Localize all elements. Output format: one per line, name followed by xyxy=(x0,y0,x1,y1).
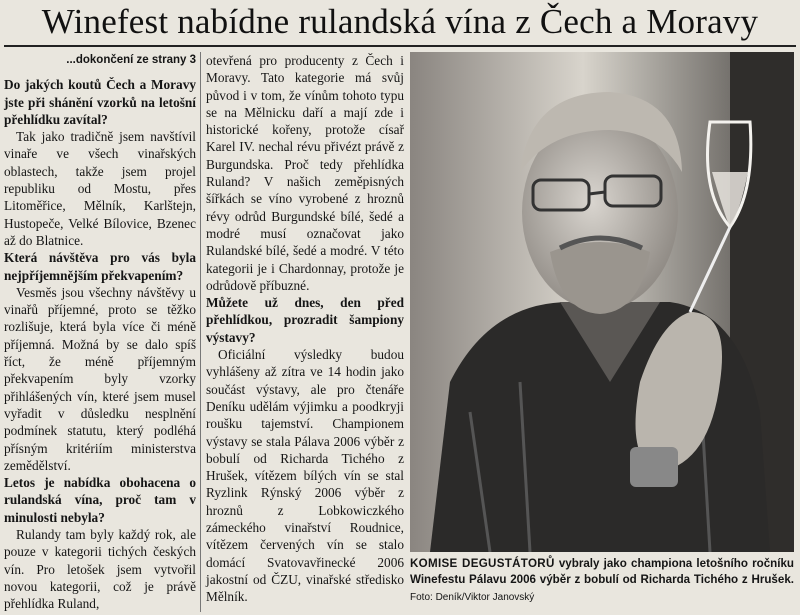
interview-answer: Tak jako tradičně jsem navštívil vinaře ve všech vinařských oblastech, takže jsem projel republiku od Mostu, přes Litoměřice, Mělník, Karlštejn, Hustopeče, Velké Bílovice, Bzenec až do Blatnice. xyxy=(4,129,196,248)
caption-body: vybraly jako championa letošního ročníku Winefestu Pálavu 2006 výběr z bobulí od Richarda Tichého z Hrušek. xyxy=(410,557,795,586)
headline-rule xyxy=(4,45,796,47)
interview-question: Letos je nabídka obohacena o rulandská vína, proč tam v minulosti nebyla? xyxy=(4,475,196,525)
column-divider xyxy=(200,52,201,612)
article-column-2 xyxy=(206,52,404,606)
interview-question: Do jakých koutů Čech a Moravy jste při shánění vzorků na letošní přehlídku zavítal? xyxy=(4,77,196,127)
photo-credit: Foto: Deník/Viktor Janovský xyxy=(410,592,535,603)
headline: Winefest nabídne rulandská vína z Čech a Moravy xyxy=(41,2,759,41)
interview-answer: otevřená pro producenty z Čech i Moravy. Tato kategorie má svůj původ i v tom, že vínům tohoto typu se na Mělnicku daří a mají zde i historické kořeny, protože císař Karel IV. nechal révu přivézt právě z Burgundska. Proč tedy přehlídka Ruland? V našich zeměpisných šířkách se víno vyrobené z hroznů révy odrůd Burgundské bílé, šedé a modré musí označovat jako Rulandské bílé, šedé a modré. V této kategorii je i Chardonnay, protože je odrůdově příbuzné. xyxy=(206,53,404,293)
interview-answer: Vesměs jsou všechny návštěvy u vinařů příjemné, proto se těžko rozlišuje, která byla více či méně příjemná. Možná by se dalo spíš říct, že méně příjemným překvapením byly vzorky přihlášených vín, které jsem musel vyřadit v důsledku nesplnění podmínek statutu, který podléhá přísným kritériím ministerstva zemědělství. xyxy=(4,284,196,473)
column-1-body xyxy=(4,76,196,612)
continued-from-note: ...dokončení ze strany 3 xyxy=(66,54,196,66)
interview-answer: Rulandy tam byly každý rok, ale pouze v kategorii tichých českých vín. Pro letošek jsem vytvořil novou kategorii, což je právě přehlídka Ruland, xyxy=(4,527,196,612)
interview-question: Která návštěva pro vás byla nejpříjemnějším překvapením? xyxy=(4,250,196,283)
article-column-1 xyxy=(4,52,196,613)
photo-wine-taster xyxy=(410,52,794,552)
interview-question: Můžete už dnes, den před přehlídkou, prozradit šampiony výstavy? xyxy=(206,295,404,345)
photo-illustration xyxy=(410,52,794,552)
column-2-body xyxy=(206,52,404,606)
caption-lead: KOMISE DEGUSTÁTORŮ xyxy=(410,557,555,570)
interview-answer: Oficiální výsledky budou vyhlášeny až zítra ve 14 hodin jako součást výstavy, ale pro čtenáře Deníku udělám výjimku a poodkryji roušku tajemství. Championem výstavy se stala Pálava 2006 výběr z bobulí od Richarda Tichého z Hrušek, vítězem bílých vín se stal Ryzlink Rýnský 2006 výběr z hroznů z Lobkowiczkého zámeckého vinařství Roudnice, vítězem červených vín se stalo domácí Svatovavřinecké 2006 jakostní od ČZU, vinařské středisko Mělník. xyxy=(206,347,404,605)
photo-caption xyxy=(410,556,794,606)
